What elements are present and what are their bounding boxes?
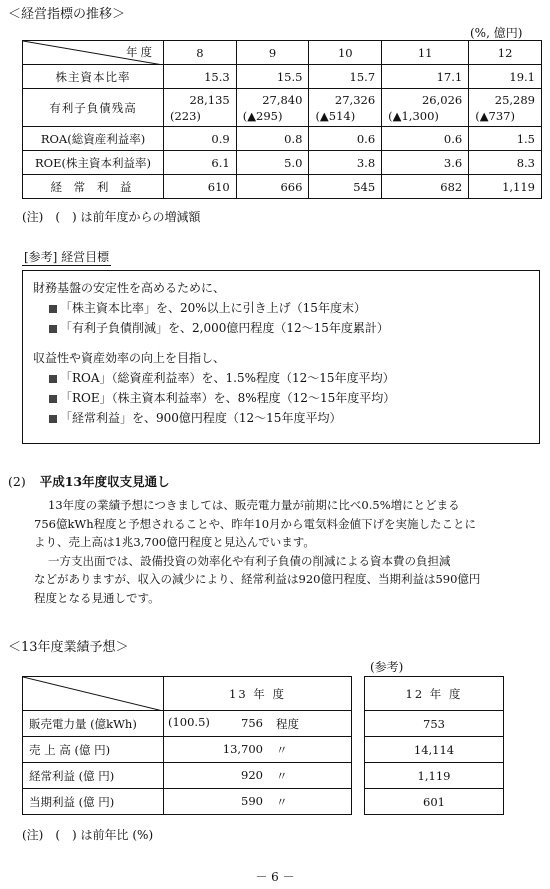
reference-heading: [参考] 経営目標	[24, 250, 110, 264]
row-label: 当期利益 (億 円)	[23, 789, 164, 815]
row-label: 売 上 高 (億 円)	[23, 737, 164, 763]
table-row	[23, 65, 542, 89]
paragraph-line: 13年度の業績予想につきましては、販売電力量が前期に比べ0.5%増にとどまる	[48, 498, 460, 512]
unit-label: (%, 億円)	[470, 26, 523, 40]
cell-change: (▲295)	[242, 108, 283, 123]
cell-value: 0.8	[236, 127, 309, 151]
row-label: 販売電力量 (億kWh)	[23, 711, 164, 737]
cell-value: 1.5	[469, 127, 542, 151]
forecast-value: 590	[241, 794, 263, 808]
cell-value: 6.1	[164, 151, 237, 175]
reference-item: 「ROE」（株主資本利益率）を、8%程度（12～15年度平均）	[60, 391, 396, 405]
square-bullet-icon	[49, 395, 57, 403]
table-row	[23, 151, 542, 175]
square-bullet-icon	[49, 375, 57, 383]
year-header: 8	[164, 41, 237, 65]
cell-value: 545	[309, 175, 382, 199]
forecast-value: 756	[241, 716, 263, 730]
paragraph-line: 程度となる見通しです。	[34, 590, 160, 605]
header-corner-cell	[23, 677, 164, 711]
cell-value: 0.9	[164, 127, 237, 151]
row-label: 有利子負債残高	[23, 89, 164, 127]
cell-value: 15.3	[164, 65, 237, 89]
paragraph-line: などがありますが、収入の減少により、経常利益は920億円程度、当期利益は590億円	[34, 572, 481, 586]
row-label: 株主資本比率	[23, 65, 164, 89]
page-number: － 6 －	[255, 870, 295, 884]
table-row	[365, 763, 504, 789]
row-label: 経 常 利 益	[23, 175, 164, 199]
cell-change: (▲737)	[475, 108, 515, 123]
cell-value: 28,135	[189, 92, 230, 107]
reference-item: 「ROA」（総資産利益率）を、1.5%程度（12～15年度平均）	[60, 371, 395, 385]
table-row	[23, 127, 542, 151]
forecast-table	[22, 676, 352, 815]
table-row	[365, 789, 504, 815]
reference-value: 753	[365, 711, 504, 737]
forecast-unit: 〃	[276, 795, 288, 809]
table-note: (注) ( ) は前年度からの増減額	[22, 210, 201, 224]
header-year-label: 年度	[126, 45, 155, 59]
cell-change: (223)	[170, 108, 201, 123]
square-bullet-icon	[49, 415, 57, 423]
reference-text: 財務基盤の安定性を高めるために、	[33, 281, 226, 295]
reference-item: 「有利子負債削減」を、2,000億円程度（12～15年度累計）	[60, 321, 389, 335]
cell-value: 15.5	[236, 65, 309, 89]
cell-value: 15.7	[309, 65, 382, 89]
col-header-13: 13 年 度	[164, 677, 352, 711]
row-label: ROE(株主資本利益率)	[23, 151, 164, 175]
table-row	[23, 89, 542, 127]
reference-label: (参考)	[370, 660, 404, 674]
cell-value: 26,026	[421, 92, 463, 107]
square-bullet-icon	[49, 325, 57, 333]
forecast-unit: 程度	[276, 717, 299, 731]
indicators-table	[22, 40, 542, 199]
section-title: 平成13年度収支見通し	[39, 474, 170, 489]
forecast-unit: 〃	[276, 743, 288, 757]
cell-value: 19.1	[469, 65, 542, 89]
table-row	[23, 711, 352, 737]
cell-change: (▲1,300)	[388, 108, 439, 123]
reference-item: 「株主資本比率」を、20%以上に引き上げ（15年度末）	[60, 301, 366, 315]
cell-value: 3.6	[382, 151, 469, 175]
section-number: (2)	[8, 474, 26, 489]
row-label: ROA(総資産利益率)	[23, 127, 164, 151]
paragraph-line: より、売上高は1兆3,700億円程度と見込んでいます。	[34, 535, 315, 549]
col-header-12: 12 年 度	[365, 677, 504, 711]
reference-item: 「経常利益」を、900億円程度（12～15年度平均）	[60, 411, 342, 425]
forecast-value: 920	[241, 768, 263, 782]
forecast-value: 13,700	[222, 742, 263, 756]
reference-value: 14,114	[365, 737, 504, 763]
cell-value: 27,326	[334, 92, 376, 107]
cell-value: 682	[382, 175, 469, 199]
square-bullet-icon	[49, 305, 57, 313]
forecast-unit: 〃	[276, 769, 288, 783]
row-label: 経常利益 (億 円)	[23, 763, 164, 789]
cell-value: 17.1	[382, 65, 469, 89]
table-row	[365, 737, 504, 763]
year-header: 10	[309, 41, 382, 65]
reference-value: 1,119	[365, 763, 504, 789]
cell-value: 0.6	[382, 127, 469, 151]
cell-value: 666	[236, 175, 309, 199]
reference-value: 601	[365, 789, 504, 815]
year-header: 12	[469, 41, 542, 65]
table-row	[23, 789, 352, 815]
cell-value: 610	[164, 175, 237, 199]
paragraph-line: 一方支出面では、設備投資の効率化や有利子負債の削減による資本費の負担減	[48, 553, 451, 568]
cell-value: 0.6	[309, 127, 382, 151]
section-title-indicators: ＜経営指標の推移＞	[8, 7, 126, 22]
forecast-paragraph	[34, 496, 480, 607]
section-title-forecast: ＜13年度業績予想＞	[8, 640, 129, 655]
paragraph-line: 756億kWh程度と予想されることや、昨年10月から電気料金値下げを実施したことに	[34, 516, 477, 531]
cell-value: 25,289	[494, 92, 535, 107]
reference-box	[22, 270, 540, 444]
year-header: 11	[382, 41, 469, 65]
cell-value: 3.8	[309, 151, 382, 175]
table-row	[365, 711, 504, 737]
cell-value: 27,840	[262, 92, 303, 107]
reference-table	[364, 676, 504, 815]
header-corner-cell	[23, 41, 164, 65]
table-row	[23, 175, 542, 199]
diagonal-line	[23, 677, 163, 711]
cell-value: 5.0	[236, 151, 309, 175]
cell-change: (▲514)	[315, 108, 356, 123]
forecast-note: (注) ( ) は前年比 (%)	[22, 828, 154, 842]
table-row	[23, 737, 352, 763]
pct-change: (100.5)	[168, 715, 210, 729]
table-row	[23, 763, 352, 789]
year-header: 9	[236, 41, 309, 65]
cell-value: 8.3	[469, 151, 542, 175]
cell-value: 1,119	[469, 175, 542, 199]
reference-text: 収益性や資産効率の向上を目指し、	[33, 351, 226, 365]
